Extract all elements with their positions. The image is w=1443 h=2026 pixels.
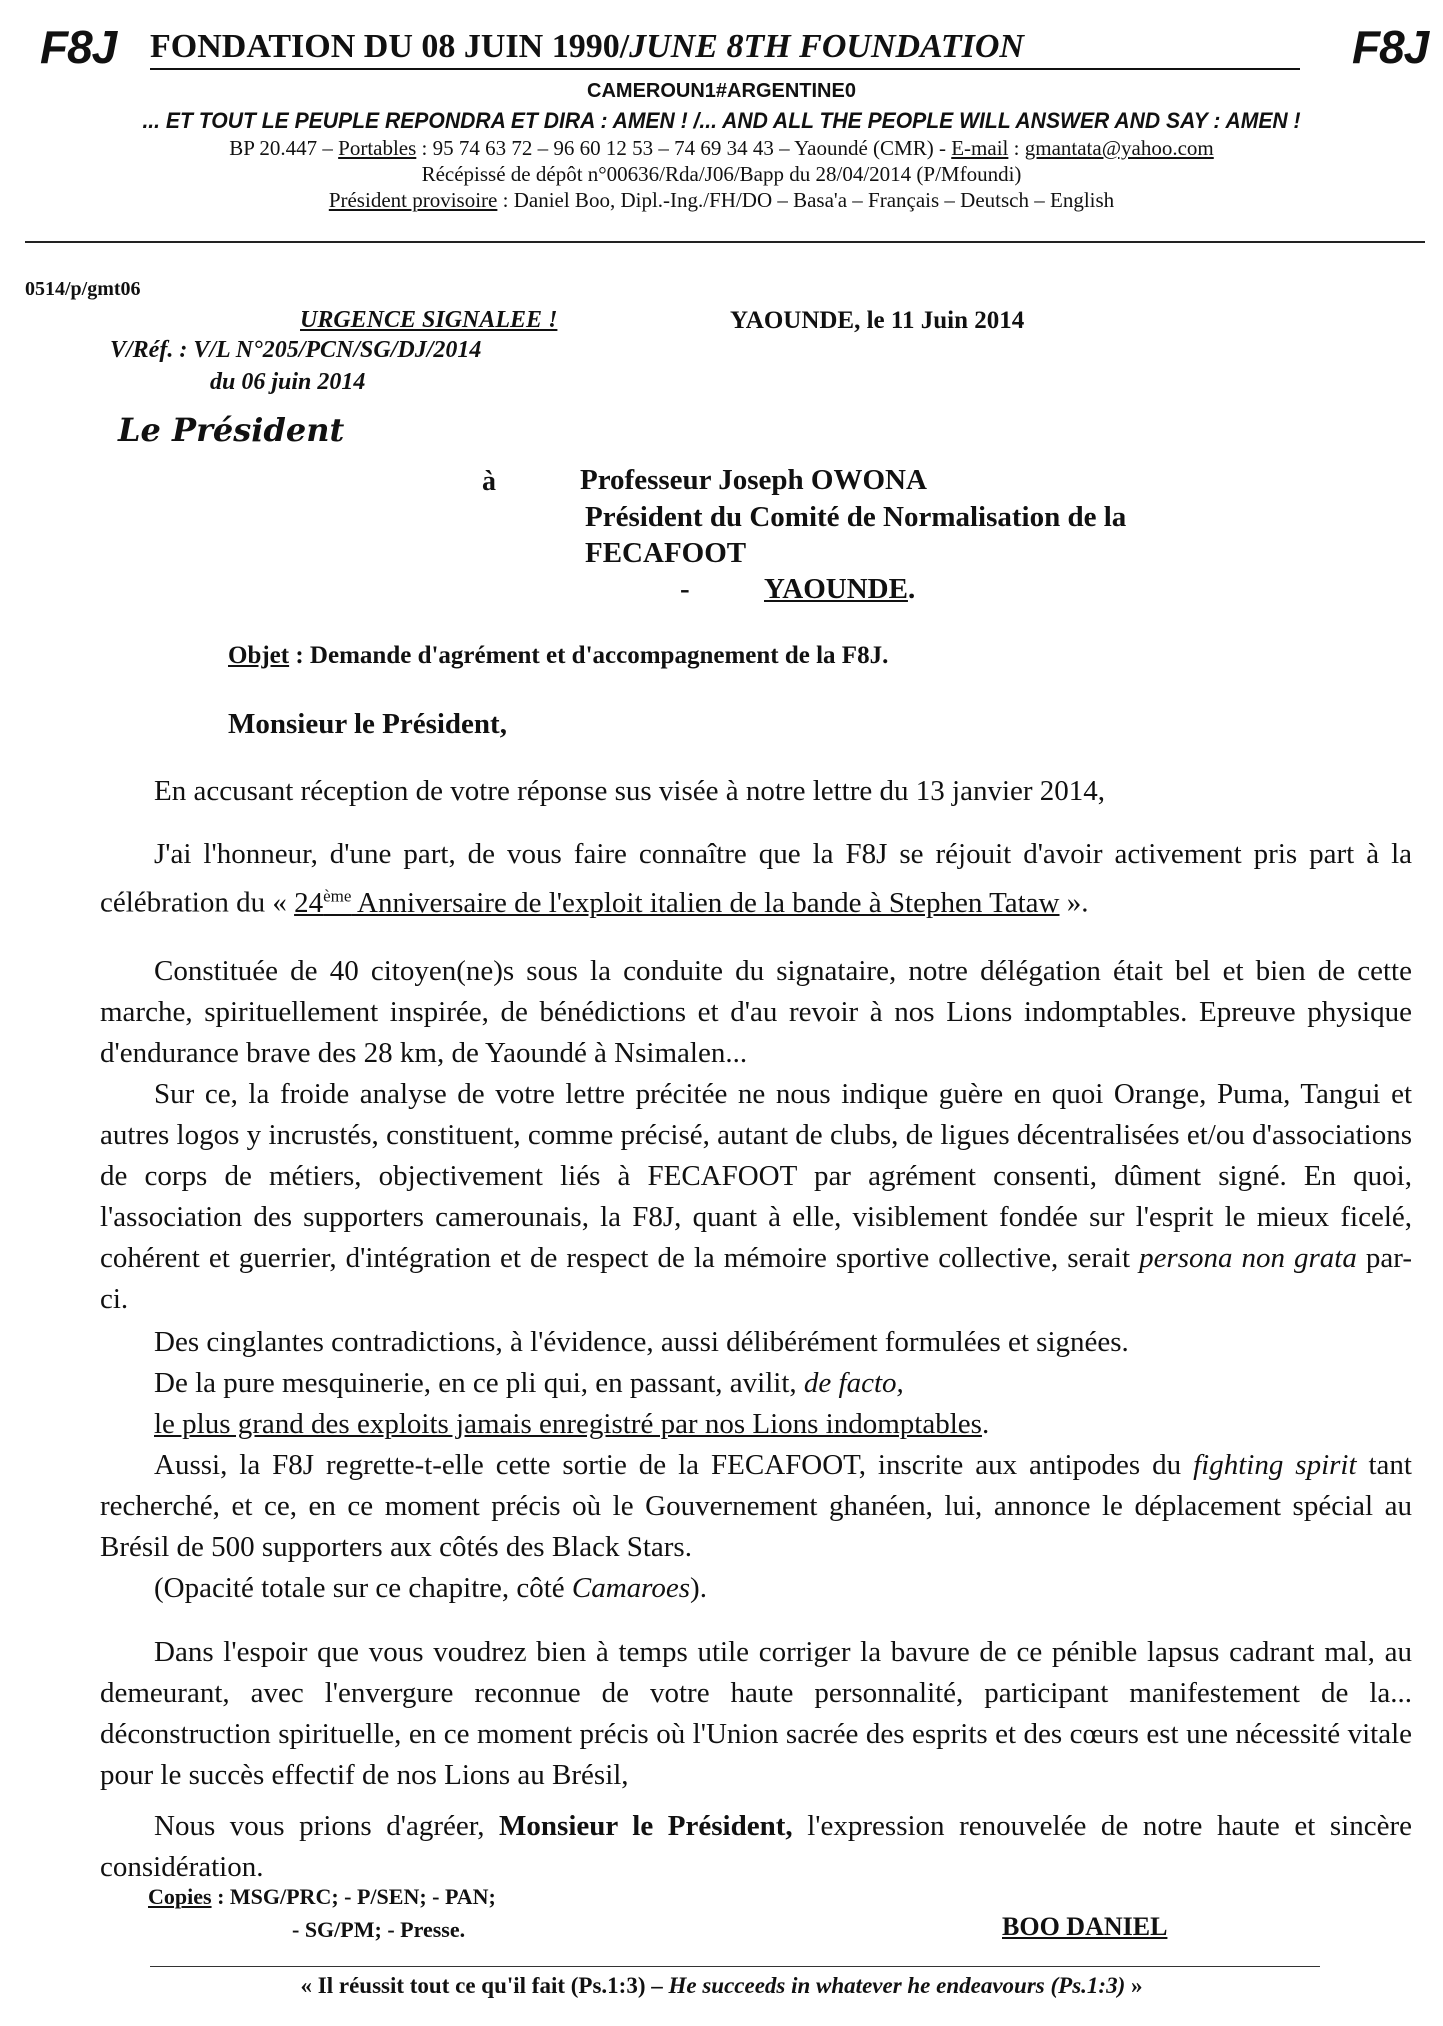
le-president-script: Le Président — [118, 411, 345, 449]
paragraph-11-bold: Monsieur le Président, — [499, 1810, 793, 1842]
foundation-title — [150, 28, 1300, 70]
copies-line2: - SG/PM; - Presse. — [292, 1917, 466, 1942]
paragraph-4 — [100, 1074, 1412, 1320]
paragraph-11 — [100, 1806, 1412, 1888]
vref-line2: du 06 juin 2014 — [210, 369, 366, 395]
logo-right: F8J — [1352, 21, 1429, 73]
contact-bp: BP 20.447 – — [229, 136, 339, 160]
paragraph-4-text: Sur ce, la froide analyse de votre lettre précitée ne nous indique guère en quoi Orange, Puma, Tangui et autres logos y incrustés, constituent, comme précisé, autant de clubs, de ligues décentralisées et/ou d'associations de corps de métiers, objectivement liés à FECAFOOT par agrément consenti, dûment signé. En quoi, l'association des supporters camerounais, la F8J, quant à elle, visiblement fondée sur l'esprit le mieux ficelé, cohérent et guerrier, d'intégration et de respect de la mémoire sportive collective, serait — [100, 1078, 1412, 1274]
paragraph-8-text: Aussi, la F8J regrette-t-elle cette sortie de la FECAFOOT, inscrite aux antipodes du — [154, 1449, 1194, 1481]
place-date: YAOUNDE, le 11 Juin 2014 — [730, 307, 1025, 334]
paragraph-2-end: ». — [1059, 886, 1089, 919]
salutation: Monsieur le Président, — [228, 708, 507, 740]
contact-portables-label: Portables — [338, 136, 417, 160]
recipient-city-line — [764, 573, 915, 606]
contact-email[interactable]: gmantata@yahoo.com — [1024, 136, 1214, 160]
paragraph-4-end: par-ci. — [100, 1242, 1412, 1315]
paragraph-7-end: . — [981, 1408, 990, 1440]
paragraph-11-text: Nous vous prions d'agréer, — [154, 1810, 500, 1842]
anniversary-number: 24 — [294, 886, 324, 919]
president-label: Président provisoire — [328, 188, 498, 212]
contact-email-label: E-mail — [951, 136, 1009, 160]
recipient-city: YAOUNDE — [764, 573, 908, 605]
recipient-a: à — [482, 466, 496, 497]
footer-quote — [0, 1973, 1443, 1999]
reference-code: 0514/p/gmt06 — [25, 278, 141, 300]
paragraph-6-text: De la pure mesquinerie, en ce pli qui, en passant, avilit, — [154, 1367, 804, 1399]
copies-label: Copies — [148, 1884, 212, 1909]
footer-quote-fr: « Il réussit tout ce qu'il fait (Ps.1:3) – — [300, 1973, 669, 1998]
paragraph-2-text: J'ai l'honneur, d'une part, de vous faire connaître que la F8J se réjouit d'avoir activement pris part à la célébration du « — [100, 838, 1412, 919]
recipient-city-dot: . — [907, 573, 916, 605]
paragraph-9-italic: Camaroes — [571, 1572, 691, 1604]
paragraph-2 — [100, 834, 1412, 924]
paragraph-1: En accusant réception de votre réponse sus visée à notre lettre du 13 janvier 2014, — [154, 775, 1106, 807]
paragraph-6 — [154, 1363, 1412, 1404]
paragraph-8 — [100, 1445, 1412, 1568]
contact-line: BP 20.447 – Portables : 95 74 63 72 – 96 60 12 53 – 74 69 34 43 – Yaoundé (CMR) - E-mail : gmantata@yahoo.com — [229, 136, 1214, 160]
recipient-dash: - — [680, 573, 690, 605]
paragraph-7 — [154, 1404, 1412, 1445]
paragraph-8-italic: fighting spirit — [1193, 1449, 1357, 1481]
recipient-title-line2: FECAFOOT — [585, 537, 747, 569]
header-divider — [25, 241, 1425, 243]
footer-quote-end: » — [1125, 1973, 1143, 1998]
paragraph-4-italic: persona non grata — [1139, 1242, 1357, 1274]
recepisse: Récépissé de dépôt n°00636/Rda/J06/Bapp du 28/04/2014 (P/Mfoundi) — [421, 162, 1022, 186]
paragraph-5: Des cinglantes contradictions, à l'évidence, aussi délibérément formulées et signées. — [154, 1326, 1129, 1358]
signature-name: BOO DANIEL — [1002, 1912, 1168, 1941]
subject-label: Objet — [228, 642, 290, 669]
paragraph-8-end: tant recherché, et ce, en ce moment précis où le Gouvernement ghanéen, lui, annonce le déplacement spécial au Brésil de 500 supporters aux côtés des Black Stars. — [100, 1449, 1412, 1563]
contact-numbers: : 95 74 63 72 – 96 60 12 53 – 74 69 34 43 – Yaoundé (CMR) - — [416, 136, 952, 160]
president-value: : Daniel Boo, Dipl.-Ing./FH/DO – Basa'a – Français – Deutsch – English — [497, 188, 1115, 212]
paragraph-7-underlined: le plus grand des exploits jamais enregistré par nos Lions indomptables — [154, 1408, 982, 1440]
paragraph-3: Constituée de 40 citoyen(ne)s sous la conduite du signataire, notre délégation était bel et bien de cette marche, spirituellement inspirée, de bénédictions et d'au revoir à nos Lions indomptables. Epreuve physique d'endurance brave des 28 km, de Yaoundé à Nsimalen... — [100, 955, 1412, 1069]
paragraph-10: Dans l'espoir que vous voudrez bien à temps utile corriger la bavure de ce pénible lapsus cadrant mal, au demeurant, avec l'envergure reconnue de votre haute personnalité, participant manifestement de la... déconstruction spirituelle, en ce moment précis où l'Union sacrée des esprits et des cœurs est une nécessité vitale pour le succès effectif de nos Lions au Brésil, — [100, 1636, 1412, 1791]
copies-line1 — [148, 1884, 496, 1910]
president-provisoire — [0, 188, 1443, 213]
urgence-signalee: URGENCE SIGNALEE ! — [300, 307, 558, 333]
paragraph-2-anniversary — [294, 887, 1059, 919]
subject-line — [228, 642, 888, 670]
foundation-title-en: JUNE 8TH FOUNDATION — [629, 28, 1024, 65]
copies-list-1: : MSG/PRC; - P/SEN; - PAN; — [211, 1884, 496, 1909]
logo-left: F8J — [40, 21, 117, 73]
paragraph-6-italic: de facto, — [803, 1367, 904, 1399]
subject-text: : Demande d'agrément et d'accompagnement de la F8J. — [289, 642, 889, 669]
paragraph-9 — [154, 1568, 1412, 1609]
footer-quote-en: He succeeds in whatever he endeavours (Ps.1:3) — [668, 1973, 1126, 1998]
recipient-name: Professeur Joseph OWONA — [580, 464, 927, 496]
paragraph-11-end: l'expression renouvelée de notre haute et sincère considération. — [100, 1810, 1412, 1883]
paragraph-9-end: ). — [690, 1572, 707, 1604]
recipient-title-line1: Président du Comité de Normalisation de la — [585, 501, 1127, 533]
footer-divider — [150, 1966, 1320, 1967]
motto: ... ET TOUT LE PEUPLE REPONDRA ET DIRA : AMEN ! /... AND ALL THE PEOPLE WILL ANSWER AND SAY : AMEN ! — [142, 108, 1301, 133]
vref-line1: V/Réf. : V/L N°205/PCN/SG/DJ/2014 — [110, 337, 482, 363]
anniversary-text: Anniversaire de l'exploit italien de la bande à Stephen Tataw — [351, 886, 1060, 919]
foundation-title-fr: FONDATION DU 08 JUIN 1990/ — [150, 28, 630, 65]
anniversary-sup: ème — [323, 886, 352, 905]
motto-teams: CAMEROUN1#ARGENTINE0 — [587, 80, 856, 102]
paragraph-9-text: (Opacité totale sur ce chapitre, côté — [154, 1572, 572, 1604]
